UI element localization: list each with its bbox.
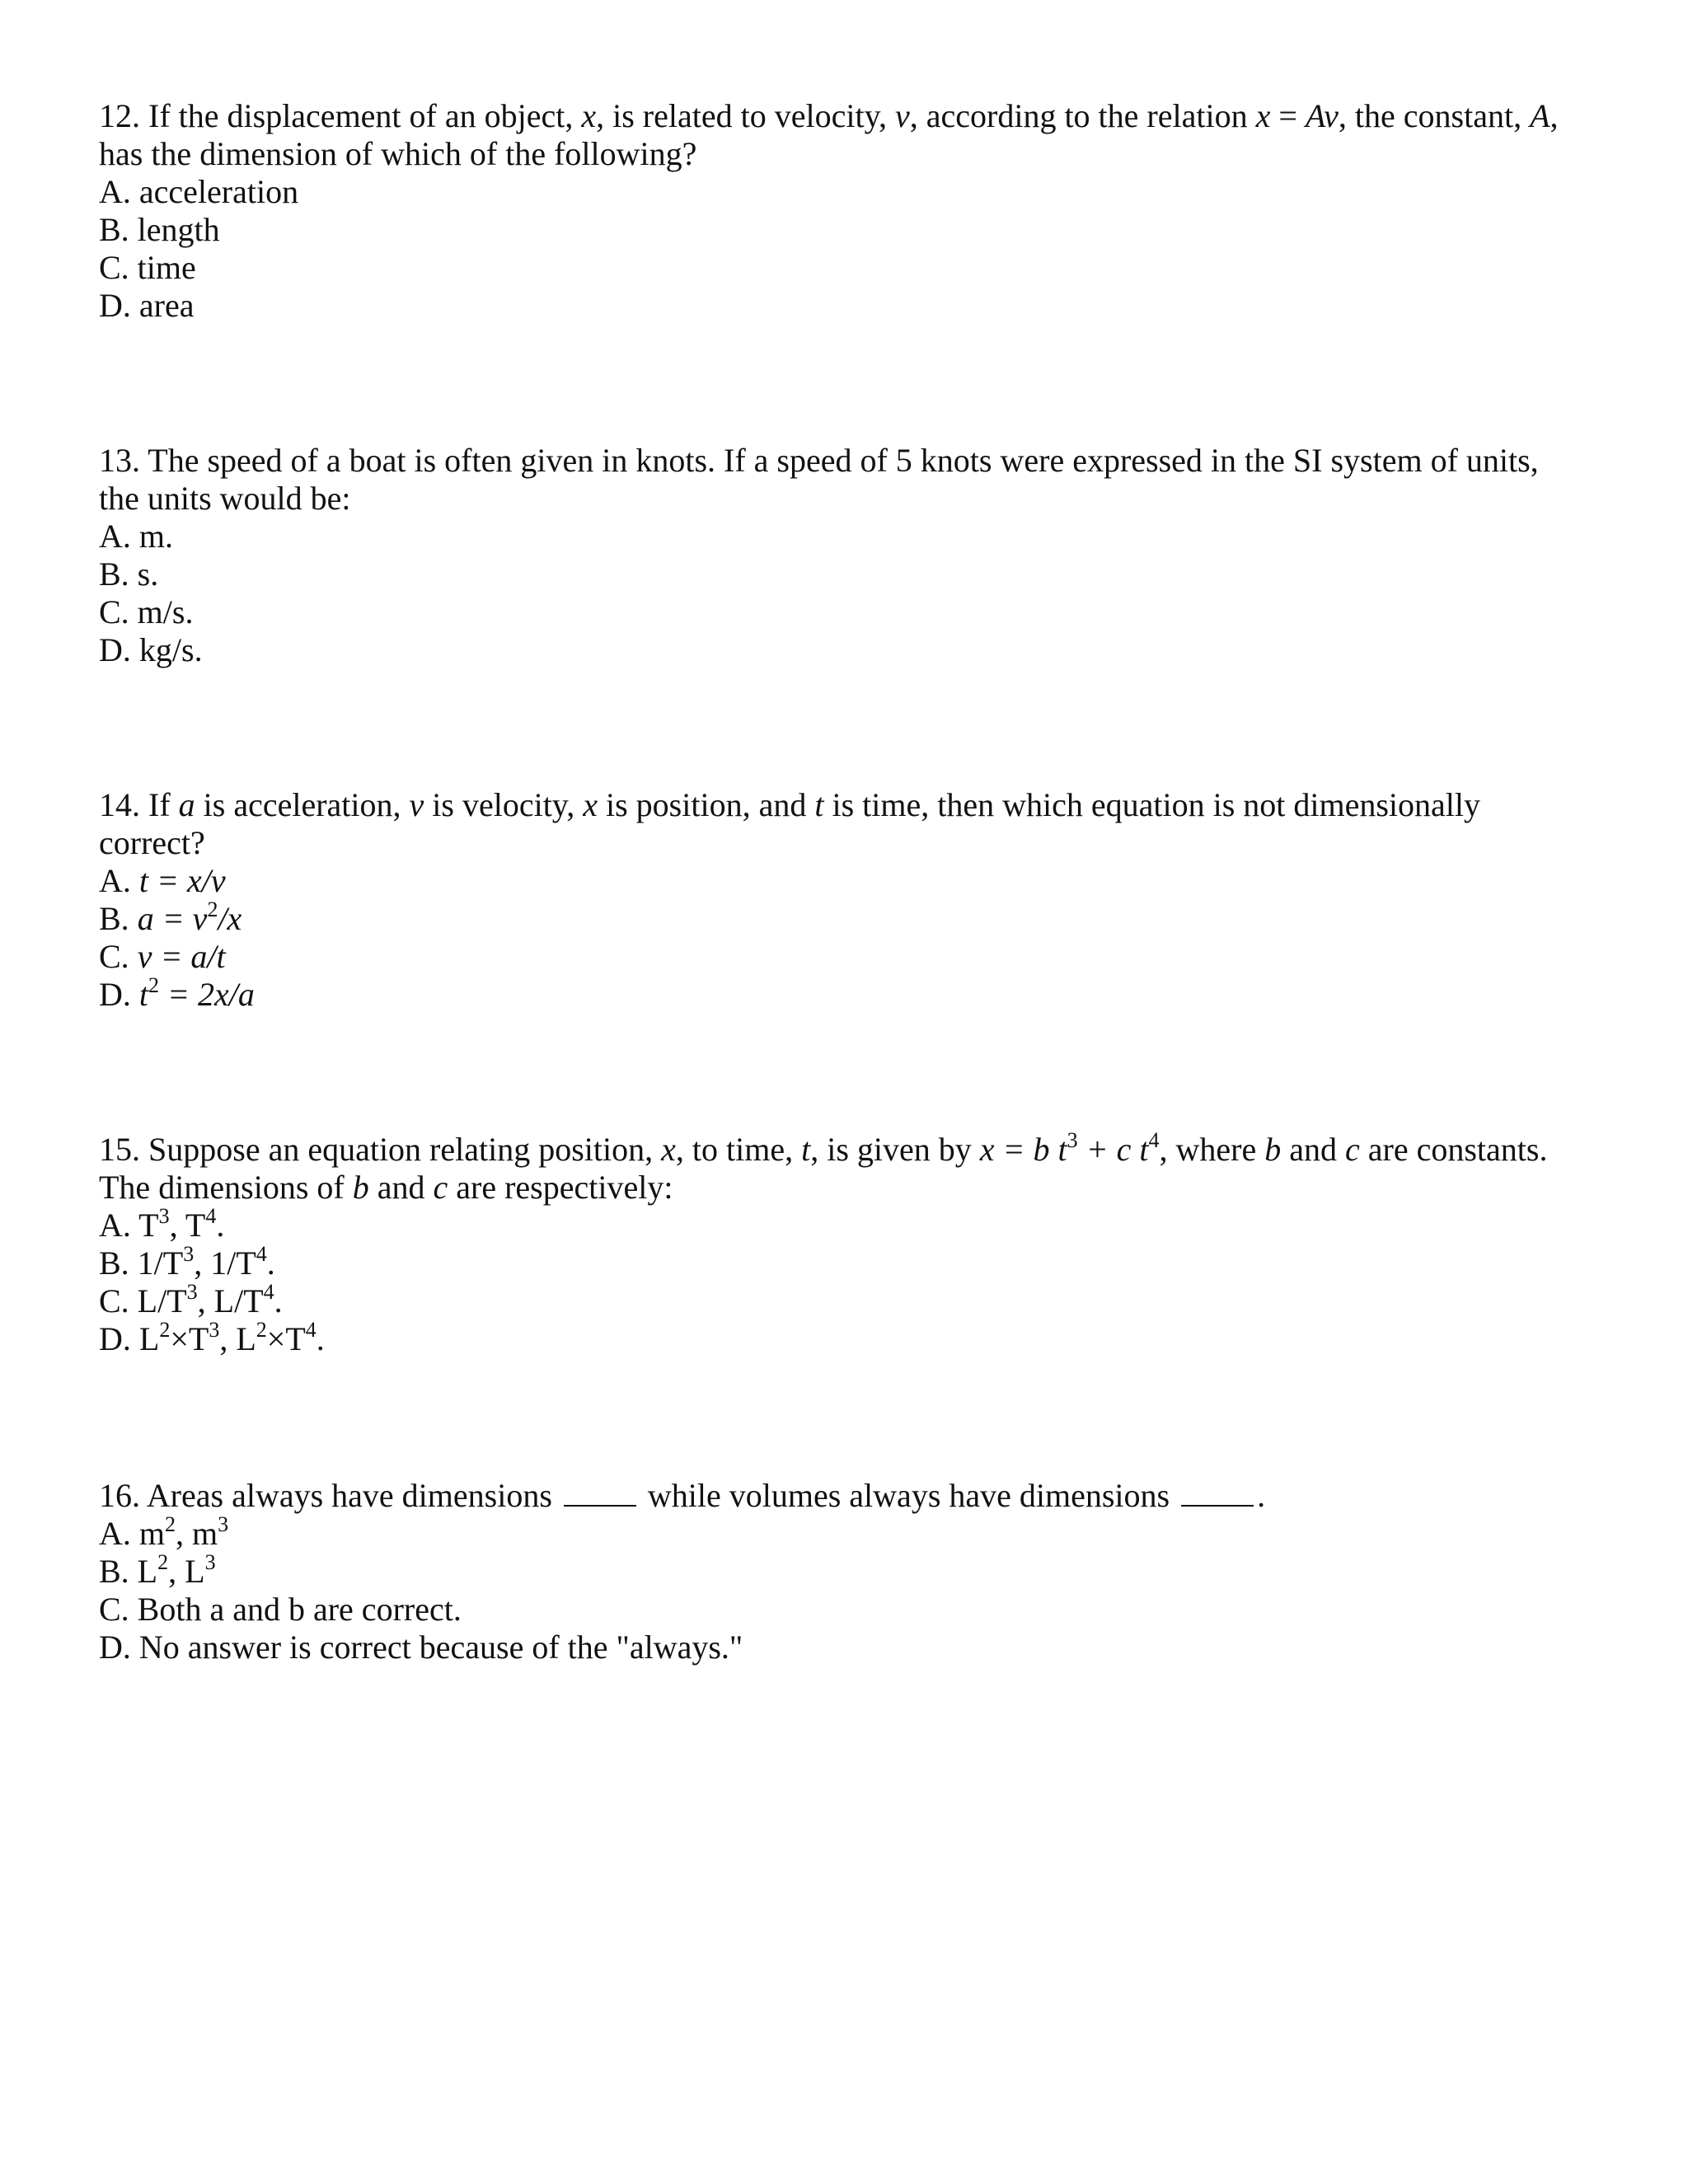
variable-t: t [801, 1131, 811, 1168]
variable-b: b [1264, 1131, 1282, 1168]
option-c: C. Both a and b are correct. [99, 1591, 462, 1628]
superscript: 4 [205, 1203, 217, 1228]
option-text: ×T [170, 1320, 209, 1357]
stem-text: If [140, 786, 179, 823]
option-text: , 1/T [194, 1244, 256, 1282]
option-equation: /x [218, 900, 242, 937]
option-b [99, 897, 1582, 938]
option-equation: = 2x/a [159, 976, 255, 1013]
option-text: , L [168, 1553, 205, 1590]
question-16-stem-line-1 [99, 1477, 1582, 1515]
option-equation: a = v [137, 900, 208, 937]
question-number: 13. [99, 442, 140, 479]
option-label: B. [99, 900, 138, 937]
option-equation: t = x/v [138, 862, 226, 899]
superscript: 3 [158, 1203, 170, 1228]
variable-x: x [581, 97, 597, 134]
option-d: D. No answer is correct because of the "always." [99, 1629, 743, 1666]
variable-t: t [814, 786, 824, 823]
stem-text: are constants. [1359, 1131, 1548, 1168]
option-text: A. T [99, 1207, 159, 1244]
superscript: 2 [157, 1549, 169, 1574]
equation-rhs: Av [1305, 97, 1339, 134]
question-15 [99, 1127, 1582, 1358]
variable-x: x [583, 786, 598, 823]
equation-term: x = b t [979, 1131, 1067, 1168]
superscript: 2 [148, 972, 160, 997]
superscript: 2 [165, 1511, 176, 1536]
option-d [99, 1317, 1582, 1358]
question-number: 14. [99, 786, 140, 823]
answer-blank-2 [1181, 1480, 1254, 1507]
stem-text: The speed of a boat is often given in knots. If a speed of 5 knots were expressed in the SI system of units, [140, 442, 1539, 479]
superscript: 4 [305, 1317, 316, 1342]
question-14 [99, 786, 1582, 1014]
stem-text: is velocity, [424, 786, 584, 823]
option-text: , m [176, 1515, 218, 1552]
answer-blank-1 [564, 1480, 636, 1507]
stem-text: and [1281, 1131, 1345, 1168]
option-b [99, 1241, 1582, 1282]
option-text: C. L/T [99, 1282, 187, 1319]
stem-text: , the constant, [1338, 97, 1531, 134]
stem-text: Areas always have dimensions [140, 1477, 560, 1514]
stem-text: is acceleration, [195, 786, 410, 823]
stem-text: and [368, 1169, 434, 1206]
option-equation: v = a/t [137, 938, 226, 975]
superscript: 4 [256, 1241, 267, 1266]
stem-text: , where [1159, 1131, 1265, 1168]
option-a [99, 862, 1582, 900]
question-13-stem-line-2: the units would be: [99, 480, 351, 517]
option-text: , T [169, 1207, 206, 1244]
question-15-stem-line-1 [99, 1127, 1582, 1169]
option-text: B. L [99, 1553, 158, 1590]
superscript: 2 [159, 1317, 171, 1342]
stem-text: The dimensions of [99, 1169, 353, 1206]
option-a [99, 1511, 1582, 1553]
stem-text: If the displacement of an object, [140, 97, 582, 134]
variable-c: c [433, 1169, 448, 1206]
option-text: B. 1/T [99, 1244, 184, 1282]
superscript: 2 [207, 897, 218, 921]
option-c [99, 1279, 1582, 1320]
variable-v: v [894, 97, 910, 134]
superscript: 3 [204, 1549, 216, 1574]
option-text: . [216, 1207, 225, 1244]
option-b: B. length [99, 211, 220, 248]
option-text: A. m [99, 1515, 165, 1552]
question-number: 16. [99, 1477, 140, 1514]
stem-text: while volumes always have dimensions [639, 1477, 1179, 1514]
option-b: B. s. [99, 555, 159, 593]
option-text: . [274, 1282, 283, 1319]
stem-text: are respectively: [448, 1169, 673, 1206]
superscript: 3 [1067, 1127, 1078, 1152]
stem-text: is time, then which equation is not dimensionally [823, 786, 1481, 823]
option-text: D. L [99, 1320, 160, 1357]
stem-text: , is given by [810, 1131, 980, 1168]
stem-text: Suppose an equation relating position, [140, 1131, 662, 1168]
option-d [99, 972, 1582, 1014]
option-c [99, 938, 1582, 976]
superscript: 3 [183, 1241, 195, 1266]
question-14-stem-line-2: correct? [99, 824, 205, 861]
stem-text: , to time, [675, 1131, 802, 1168]
option-a: A. acceleration [99, 173, 299, 210]
variable-a: A [1530, 97, 1550, 134]
superscript: 3 [186, 1279, 198, 1304]
stem-text: , [1550, 97, 1559, 134]
option-text: , L/T [197, 1282, 264, 1319]
equation-term: + c t [1077, 1131, 1149, 1168]
option-text: . [266, 1244, 275, 1282]
option-d: D. kg/s. [99, 631, 203, 668]
question-12-stem-line-1 [99, 97, 1582, 135]
superscript: 2 [256, 1317, 267, 1342]
option-label: C. [99, 938, 138, 975]
stem-text: is position, and [597, 786, 815, 823]
option-a: A. m. [99, 518, 173, 555]
option-a [99, 1203, 1582, 1244]
option-c: C. time [99, 249, 196, 286]
question-13 [99, 442, 1582, 669]
variable-a: a [178, 786, 195, 823]
superscript: 4 [1148, 1127, 1160, 1152]
stem-text: , according to the relation [909, 97, 1256, 134]
question-number: 15. [99, 1131, 140, 1168]
equation-equals: = [1270, 97, 1306, 134]
variable-v: v [409, 786, 424, 823]
option-text: . [316, 1320, 325, 1357]
superscript: 3 [209, 1317, 220, 1342]
option-text: ×T [266, 1320, 306, 1357]
option-label: A. [99, 862, 139, 899]
question-12-stem-line-2: has the dimension of which of the following? [99, 135, 697, 172]
option-text: , L [219, 1320, 256, 1357]
variable-b: b [352, 1169, 369, 1206]
variable-c: c [1345, 1131, 1360, 1168]
option-d: D. area [99, 287, 195, 324]
question-16 [99, 1477, 1582, 1666]
option-c: C. m/s. [99, 593, 194, 630]
question-14-stem-line-1 [99, 786, 1582, 824]
equation-lhs: x [1255, 97, 1271, 134]
variable-x: x [661, 1131, 676, 1168]
question-12 [99, 97, 1582, 325]
superscript: 3 [218, 1511, 229, 1536]
stem-text: . [1257, 1477, 1266, 1514]
option-b [99, 1549, 1582, 1591]
question-number: 12. [99, 97, 140, 134]
superscript: 4 [263, 1279, 274, 1304]
question-15-stem-line-2 [99, 1169, 1582, 1207]
question-13-stem-line-1 [99, 442, 1582, 480]
option-equation: t [138, 976, 149, 1013]
option-label: D. [99, 976, 139, 1013]
stem-text: , is related to velocity, [596, 97, 895, 134]
